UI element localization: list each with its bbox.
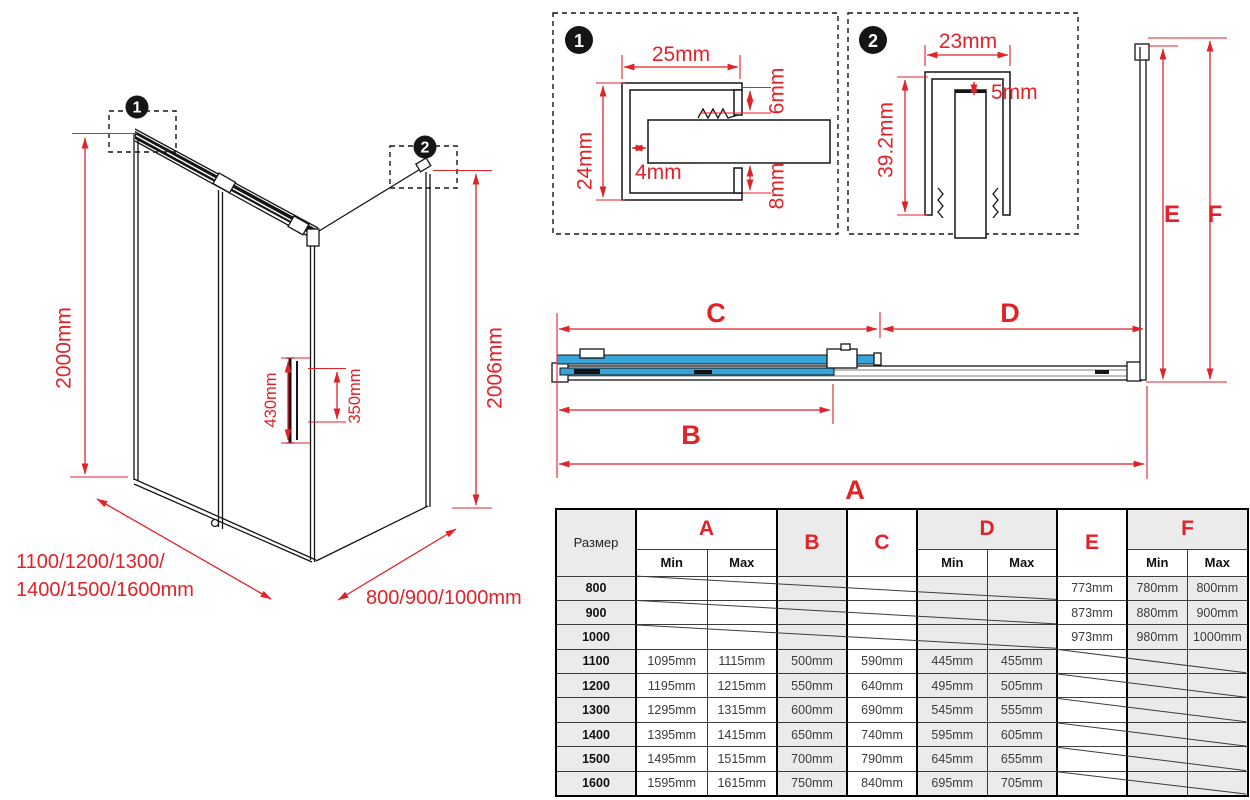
topview-label-d: D: [1000, 298, 1020, 328]
cell-b: 700mm: [777, 747, 847, 771]
cell-d-max: 505mm: [987, 674, 1057, 698]
cell-f-min: 880mm: [1127, 600, 1187, 624]
table-row: [556, 771, 1248, 795]
cell-size: 1100: [556, 649, 636, 673]
table-row: [556, 747, 1248, 771]
cell-f-max: [1187, 649, 1248, 673]
cell-f-min: [1127, 674, 1187, 698]
cell-e: 973mm: [1057, 625, 1127, 649]
cell-d-min: [917, 625, 987, 649]
iso-structure: [134, 129, 431, 562]
table-row: [556, 722, 1248, 746]
cell-size: 1000: [556, 625, 636, 649]
cell-d-min: 695mm: [917, 771, 987, 795]
topview-label-f: F: [1207, 201, 1223, 228]
cell-size: 800: [556, 576, 636, 600]
cell-b: [777, 600, 847, 624]
cell-b: 500mm: [777, 649, 847, 673]
cell-c: [847, 600, 917, 624]
cell-f-min: [1127, 649, 1187, 673]
cell-e: [1057, 674, 1127, 698]
table-header-d-min: Min: [917, 549, 987, 576]
cell-c: 640mm: [847, 674, 917, 698]
cell-a-min: 1395mm: [636, 722, 707, 746]
cell-b: 550mm: [777, 674, 847, 698]
cell-e: [1057, 649, 1127, 673]
cell-e: [1057, 747, 1127, 771]
cell-size: 1300: [556, 698, 636, 722]
cell-b: 600mm: [777, 698, 847, 722]
cell-c: 790mm: [847, 747, 917, 771]
dim-handle-spacing: 350mm: [346, 368, 364, 424]
cell-f-max: [1187, 674, 1248, 698]
cell-f-max: [1187, 698, 1248, 722]
cell-f-max: 1000mm: [1187, 625, 1248, 649]
dim-width-line2: 1400/1500/1600mm: [16, 579, 194, 601]
cell-a-max: [707, 576, 777, 600]
badge-1: 1: [132, 99, 142, 117]
cell-f-max: [1187, 747, 1248, 771]
detail1-bottom-lip: 8mm: [765, 162, 789, 210]
cell-a-max: 1115mm: [707, 649, 777, 673]
cell-f-max: 800mm: [1187, 576, 1248, 600]
size-table-container: [555, 508, 1247, 795]
cell-f-max: 900mm: [1187, 600, 1248, 624]
table-header-size: Размер: [556, 509, 636, 576]
detail-box-1: [553, 13, 838, 234]
table-header-d: D: [917, 509, 1057, 549]
table-row: [556, 576, 1248, 600]
detail1-badge: 1: [573, 31, 585, 51]
table-header-a-max: Max: [707, 549, 777, 576]
cell-e: 873mm: [1057, 600, 1127, 624]
cell-a-max: [707, 600, 777, 624]
table-row: [556, 600, 1248, 624]
cell-f-min: 780mm: [1127, 576, 1187, 600]
detail2-gap: 5mm: [991, 81, 1038, 104]
iso-callout-1: [109, 96, 176, 153]
cell-c: [847, 625, 917, 649]
cell-d-max: 455mm: [987, 649, 1057, 673]
cell-a-max: 1415mm: [707, 722, 777, 746]
detail1-height: 24mm: [573, 131, 597, 191]
cell-b: 650mm: [777, 722, 847, 746]
cell-size: 1200: [556, 674, 636, 698]
cell-b: 750mm: [777, 771, 847, 795]
table-header-f-min: Min: [1127, 549, 1187, 576]
cell-a-min: 1595mm: [636, 771, 707, 795]
table-row: [556, 649, 1248, 673]
cell-c: 590mm: [847, 649, 917, 673]
cell-d-max: [987, 576, 1057, 600]
detail-box-2: [848, 13, 1078, 238]
dim-height-right: 2006mm: [483, 327, 507, 409]
table-header-a-min: Min: [636, 549, 707, 576]
table-row: [556, 698, 1248, 722]
cell-f-min: [1127, 722, 1187, 746]
dim-depth: 800/900/1000mm: [366, 587, 522, 609]
cell-d-max: 705mm: [987, 771, 1057, 795]
cell-b: [777, 625, 847, 649]
cell-a-min: 1295mm: [636, 698, 707, 722]
cell-size: 900: [556, 600, 636, 624]
cell-d-max: [987, 625, 1057, 649]
cell-e: [1057, 722, 1127, 746]
cell-c: 840mm: [847, 771, 917, 795]
topview-label-e: E: [1163, 201, 1181, 228]
table-header-a: A: [636, 509, 777, 549]
cell-d-max: 555mm: [987, 698, 1057, 722]
cell-f-min: [1127, 698, 1187, 722]
table-row: [556, 625, 1248, 649]
detail1-width: 25mm: [651, 43, 711, 66]
cell-d-max: [987, 600, 1057, 624]
table-header-f: F: [1127, 509, 1248, 549]
table-header-e: E: [1057, 509, 1127, 576]
cell-a-min: 1495mm: [636, 747, 707, 771]
cell-a-max: 1315mm: [707, 698, 777, 722]
cell-a-max: 1515mm: [707, 747, 777, 771]
table-header-c: C: [847, 509, 917, 576]
cell-c: 740mm: [847, 722, 917, 746]
cell-d-min: 445mm: [917, 649, 987, 673]
cell-f-max: [1187, 771, 1248, 795]
cell-d-min: 645mm: [917, 747, 987, 771]
cell-size: 1500: [556, 747, 636, 771]
detail2-height: 39.2mm: [874, 102, 898, 178]
cell-d-min: [917, 576, 987, 600]
detail1-slot: 4mm: [635, 161, 682, 184]
cell-e: [1057, 698, 1127, 722]
cell-e: [1057, 771, 1127, 795]
topview-structure: [552, 44, 1149, 382]
badge-2: 2: [420, 139, 430, 157]
cell-a-max: 1215mm: [707, 674, 777, 698]
cell-a-min: [636, 625, 707, 649]
cell-e: 773mm: [1057, 576, 1127, 600]
cell-f-min: 980mm: [1127, 625, 1187, 649]
cell-a-min: 1095mm: [636, 649, 707, 673]
cell-b: [777, 576, 847, 600]
cell-f-max: [1187, 722, 1248, 746]
cell-d-max: 605mm: [987, 722, 1057, 746]
cell-size: 1400: [556, 722, 636, 746]
cell-d-min: 495mm: [917, 674, 987, 698]
cell-a-max: 1615mm: [707, 771, 777, 795]
cell-a-min: [636, 576, 707, 600]
table-row: [556, 674, 1248, 698]
topview-label-b: B: [681, 420, 701, 450]
cell-d-min: [917, 600, 987, 624]
cell-c: [847, 576, 917, 600]
cell-d-max: 655mm: [987, 747, 1057, 771]
table-header-f-max: Max: [1187, 549, 1248, 576]
table-header-b: B: [777, 509, 847, 576]
table-header-d-max: Max: [987, 549, 1057, 576]
cell-c: 690mm: [847, 698, 917, 722]
dim-handle: 430mm: [262, 372, 280, 428]
cell-d-min: 595mm: [917, 722, 987, 746]
detail2-badge: 2: [867, 31, 879, 51]
dim-height-left: 2000mm: [52, 307, 76, 389]
detail1-top-lip: 6mm: [765, 67, 789, 115]
cell-a-min: 1195mm: [636, 674, 707, 698]
cell-a-max: [707, 625, 777, 649]
detail2-width: 23mm: [938, 30, 998, 53]
cell-size: 1600: [556, 771, 636, 795]
dim-width-line1: 1100/1200/1300/: [16, 551, 165, 573]
cell-a-min: [636, 600, 707, 624]
cell-f-min: [1127, 747, 1187, 771]
topview-label-c: C: [706, 298, 726, 328]
cell-d-min: 545mm: [917, 698, 987, 722]
size-table: [555, 508, 1249, 797]
cell-f-min: [1127, 771, 1187, 795]
topview-label-a: A: [845, 475, 865, 505]
